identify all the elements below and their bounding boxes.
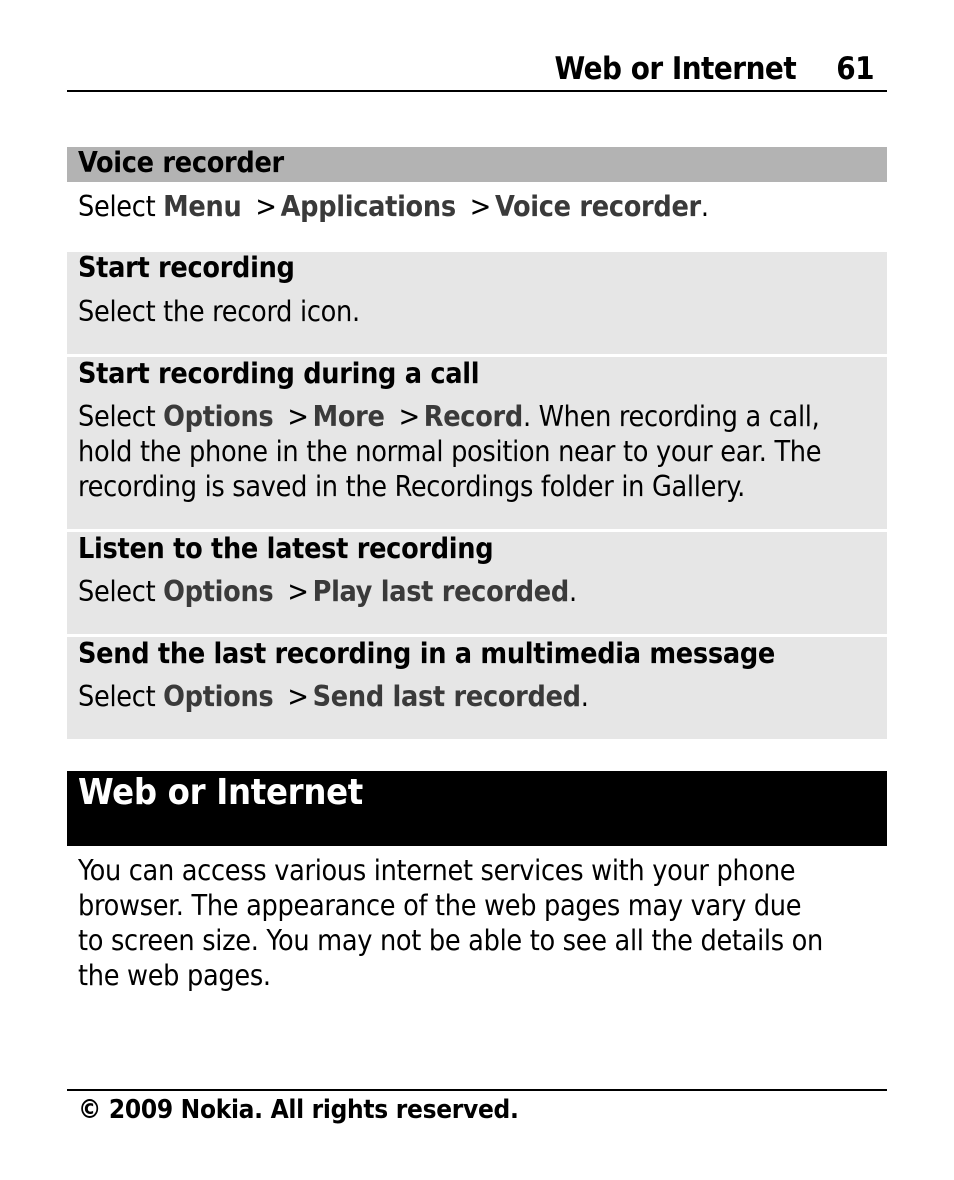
- menu-path-send-last-recorded: Send last recorded: [312, 680, 581, 713]
- menu-path-options: Options: [163, 575, 274, 608]
- task-heading: Start recording during a call: [78, 357, 480, 390]
- menu-path-record: Record: [423, 400, 523, 433]
- task-body: Select Options > Play last recorded.: [78, 575, 577, 608]
- task-body-line: Select Options > More > Record. When recording a call,: [78, 400, 820, 433]
- menu-path-options: Options: [163, 400, 274, 433]
- section-body-line: You can access various internet services with your phone: [78, 854, 796, 887]
- task-heading: Start recording: [78, 251, 295, 284]
- task-heading: Listen to the latest recording: [78, 532, 494, 565]
- section-body-line: to screen size. You may not be able to see all the details on: [78, 924, 823, 957]
- menu-path-play-last-recorded: Play last recorded: [312, 575, 569, 608]
- section-body-line: the web pages.: [78, 959, 271, 992]
- voice-recorder-intro: Select Menu > Applications > Voice recorder.: [78, 190, 709, 223]
- manual-page: [67, 0, 887, 1180]
- section-title-bar: [67, 771, 887, 846]
- menu-path-menu: Menu: [163, 190, 242, 223]
- task-body-line: recording is saved in the Recordings folder in Gallery.: [78, 470, 745, 503]
- running-header: [67, 52, 887, 92]
- menu-path-options: Options: [163, 680, 274, 713]
- task-body-line: hold the phone in the normal position near to your ear. The: [78, 435, 822, 468]
- menu-path-more: More: [312, 400, 385, 433]
- menu-path-applications: Applications: [280, 190, 456, 223]
- page-number: 61: [836, 51, 874, 87]
- menu-path-voice-recorder: Voice recorder: [494, 190, 701, 223]
- task-heading: Send the last recording in a multimedia message: [78, 637, 775, 670]
- task-body: Select the record icon.: [78, 295, 360, 328]
- voice-recorder-heading: Voice recorder: [78, 146, 284, 179]
- task-body: Select Options > Send last recorded.: [78, 680, 589, 713]
- header-title: Web or Internet: [554, 51, 797, 87]
- copyright-footer: © 2009 Nokia. All rights reserved.: [78, 1095, 519, 1125]
- footer-rule: [67, 1089, 887, 1091]
- section-body-line: browser. The appearance of the web pages may vary due: [78, 889, 802, 922]
- section-title: Web or Internet: [78, 772, 363, 813]
